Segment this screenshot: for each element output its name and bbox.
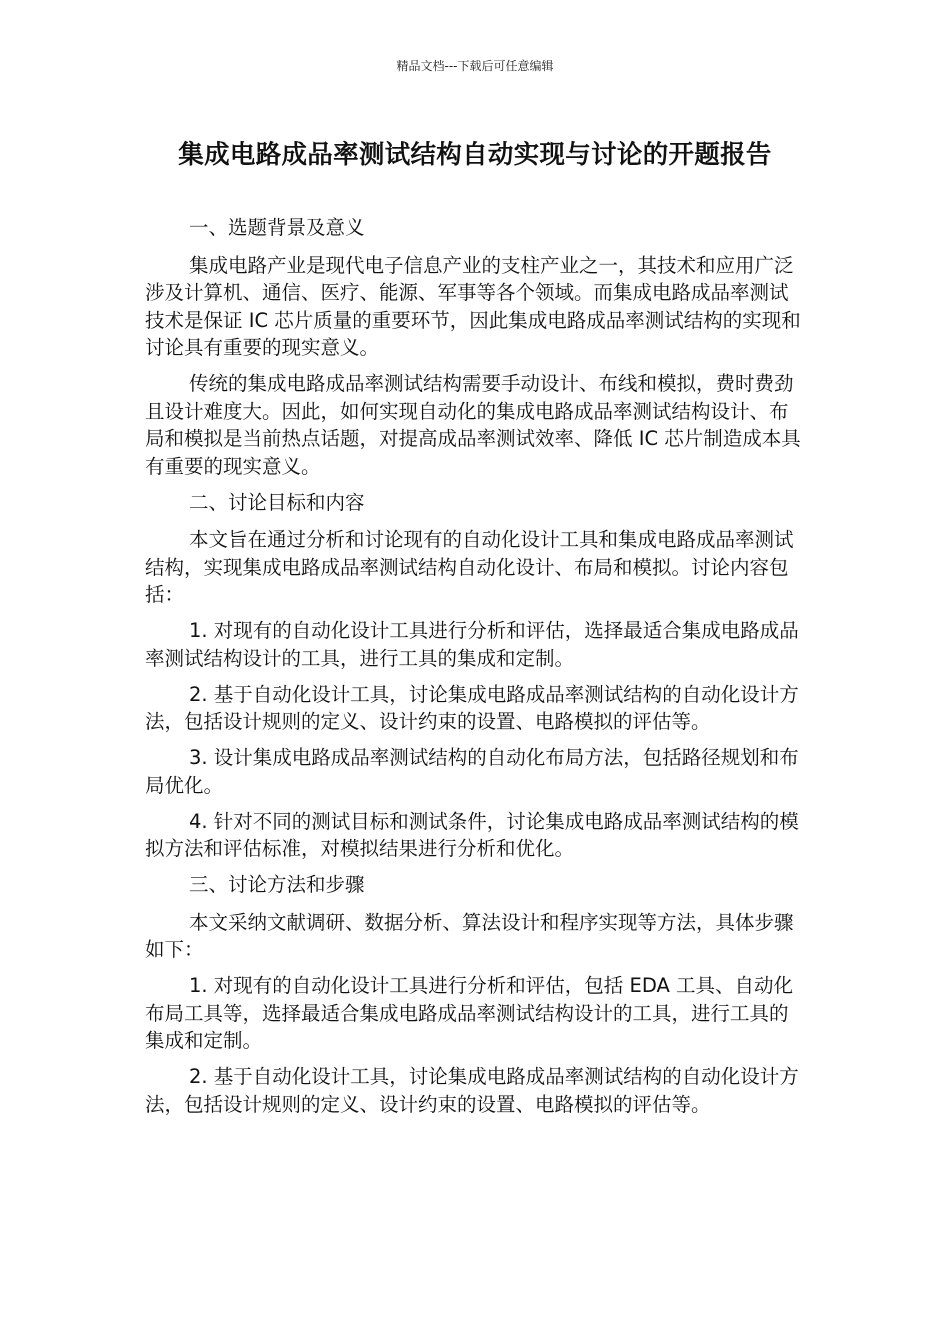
list-item: 4. 针对不同的测试目标和测试条件，讨论集成电路成品率测试结构的模拟方法和评估标准，对模拟结果进行分析和优化。 [145, 809, 799, 860]
paragraph: 本文采纳文献调研、数据分析、算法设计和程序实现等方法，具体步骤如下： [145, 910, 794, 961]
section-heading-background: 一、选题背景及意义 [189, 216, 365, 239]
paragraph: 集成电路产业是现代电子信息产业的支柱产业之一，其技术和应用广泛涉及计算机、通信、医疗、能源、军事等各个领域。而集成电路成品率测试技术是保证 IC 芯片质量的重要环节，因此集成电路成品率测试结构的实现和讨论具有重要的现实意义。 [145, 253, 801, 359]
section-heading-methods: 三、讨论方法和步骤 [189, 873, 365, 896]
section-heading-goals: 二、讨论目标和内容 [189, 490, 365, 514]
document-body [145, 214, 807, 1127]
list-item: 2. 基于自动化设计工具，讨论集成电路成品率测试结构的自动化设计方法，包括设计规则的定义、设计约束的设置、电路模拟的评估等。 [145, 682, 799, 733]
paragraph: 本文旨在通过分析和讨论现有的自动化设计工具和集成电路成品率测试结构，实现集成电路成品率测试结构自动化设计、布局和模拟。讨论内容包括： [145, 528, 794, 606]
list-item: 2. 基于自动化设计工具，讨论集成电路成品率测试结构的自动化设计方法，包括设计规则的定义、设计约束的设置、电路模拟的评估等。 [145, 1065, 799, 1116]
list-item: 1. 对现有的自动化设计工具进行分析和评估，选择最适合集成电路成品率测试结构设计的工具，进行工具的集成和定制。 [145, 619, 799, 670]
list-item: 1. 对现有的自动化设计工具进行分析和评估，包括 EDA 工具、自动化布局工具等，选择最适合集成电路成品率测试结构设计的工具，进行工具的集成和定制。 [145, 974, 794, 1052]
list-item: 3. 设计集成电路成品率测试结构的自动化布局方法，包括路径规划和布局优化。 [145, 746, 799, 797]
document-title: 集成电路成品率测试结构自动实现与讨论的开题报告 [178, 140, 772, 170]
page-header: 精品文档---下载后可任意编辑 [396, 59, 554, 73]
paragraph: 传统的集成电路成品率测试结构需要手动设计、布线和模拟，费时费劲且设计难度大。因此，如何实现自动化的集成电路成品率测试结构设计、布局和模拟是当前热点话题，对提高成品率测试效率、降低 IC 芯片制造成本具有重要的现实意义。 [145, 372, 801, 478]
